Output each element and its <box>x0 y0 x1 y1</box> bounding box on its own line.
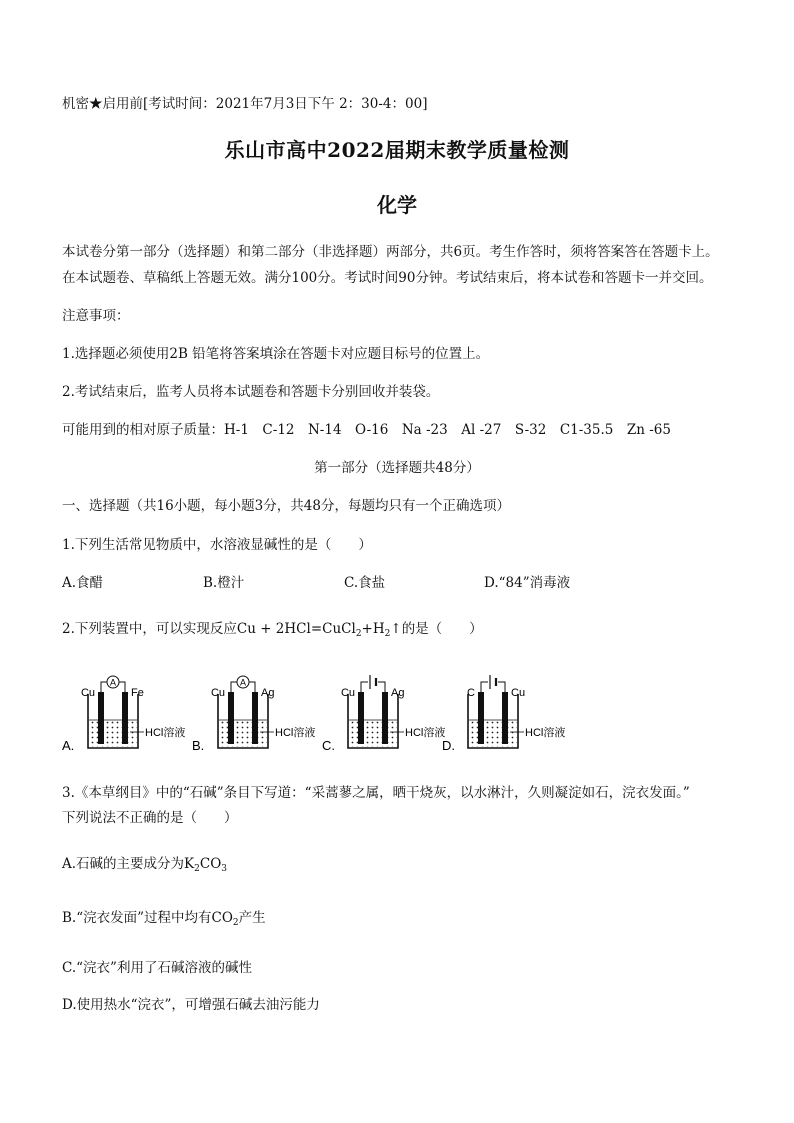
ammeter-symbol: A <box>109 677 117 688</box>
ammeter-symbol: A <box>239 677 247 688</box>
left-electrode <box>478 692 484 744</box>
left-electrode-label: Cu <box>80 687 95 699</box>
q1-option-b: B.橙汁 <box>203 575 245 591</box>
intro-line-2: 在本试题卷、草稿纸上答题无效。满分100分。考试时间90分钟。考试结束后，将本试卷和答题卡一并交回。 <box>62 270 713 286</box>
q3-a-sub-1: 2 <box>194 864 200 874</box>
hcl-solution-liquid <box>349 720 397 747</box>
hcl-solution-liquid <box>89 720 137 747</box>
note-item-2: 2.考试结束后，监考人员将本试题卷和答题卡分别回收并装袋。 <box>62 384 440 400</box>
question-1-stem: 1.下列生活常见物质中，水溶液显碱性的是（ ） <box>62 537 372 553</box>
q3-option-d: D.使用热水“浣衣”，可增强石碱去油污能力 <box>62 997 320 1013</box>
apparatus-option-letter: B. <box>192 738 205 753</box>
q2-stem-pre: 2.下列装置中，可以实现反应 <box>62 621 237 637</box>
q1-option-d: D.“84”消毒液 <box>484 575 571 591</box>
apparatus-2 <box>192 676 315 753</box>
subject-title: 化学 <box>377 193 417 217</box>
right-electrode-label: Cu <box>511 687 526 699</box>
solution-label: HCl溶液 <box>145 727 186 739</box>
apparatus-1 <box>62 676 185 753</box>
question-2-stem <box>62 617 483 639</box>
q3-a-text: A.石碱的主要成分为K <box>62 856 195 872</box>
q2-equation-part-1: Cu + 2HCl=CuCl <box>236 621 356 637</box>
left-electrode <box>358 692 364 744</box>
right-electrode <box>502 692 508 744</box>
q2-stem-post: 的是（ ） <box>401 621 483 637</box>
left-electrode <box>98 692 104 744</box>
question-3-stem-line-1: 3.《本草纲目》中的“石碱”条目下写道：“采蒿蓼之属，晒干烧灰，以水淋汁，久则凝淀如石，浣衣发面。” <box>62 785 690 801</box>
right-electrode-label: Ag <box>391 687 405 699</box>
intro-line-1: 本试卷分第一部分（选择题）和第二部分（非选择题）两部分，共6页。考生作答时，须将答案答在答题卡上。 <box>62 244 719 260</box>
apparatus-option-letter: D. <box>442 738 455 753</box>
solution-label: HCl溶液 <box>275 727 316 739</box>
q3-a-co: CO <box>199 856 222 872</box>
left-electrode-label: Cu <box>340 687 355 699</box>
section-heading: 一、选择题（共16小题，每小题3分，共48分，每题均只有一个正确选项） <box>62 498 510 514</box>
apparatus-option-letter: C. <box>322 738 335 753</box>
solution-label: HCl溶液 <box>405 727 446 739</box>
page-title: 乐山市高中2022届期末教学质量检测 <box>224 138 570 162</box>
right-electrode <box>382 692 388 744</box>
q3-option-a <box>62 852 227 874</box>
apparatus-option-letter: A. <box>62 738 75 753</box>
q1-option-a: A.食醋 <box>62 575 104 591</box>
right-electrode <box>122 692 128 744</box>
apparatus-4 <box>442 675 565 753</box>
question-3-stem-line-2: 下列说法不正确的是（ ） <box>62 810 238 826</box>
left-electrode-label: Cu <box>210 687 225 699</box>
q3-option-b <box>62 906 266 928</box>
left-electrode-label: C <box>467 687 475 699</box>
q3-b-text: B.“浣衣发面”过程中均有CO <box>62 910 233 926</box>
q2-gas-arrow: ↑ <box>390 621 402 637</box>
q1-option-c: C.食盐 <box>344 575 386 591</box>
right-electrode-label: Fe <box>131 687 144 699</box>
note-item-1: 1.选择题必须使用2B 铅笔将答案填涂在答题卡对应题目标号的位置上。 <box>62 346 490 362</box>
hcl-solution-liquid <box>469 720 517 747</box>
part1-heading: 第一部分（选择题共48分） <box>314 460 480 476</box>
q2-apparatus-figures <box>60 670 580 760</box>
q3-b-post: 产生 <box>238 910 266 926</box>
q2-equation-sub-1: 2 <box>355 629 362 639</box>
confidential-line: 机密★启用前[考试时间：2021年7月3日下午 2：30-4：00] <box>62 96 428 112</box>
q2-equation-part-2: +H <box>361 621 385 637</box>
hcl-solution-liquid <box>219 720 267 747</box>
q3-a-sub-2: 3 <box>221 864 228 874</box>
q2-equation-sub-2: 2 <box>384 629 391 639</box>
notes-heading: 注意事项： <box>62 308 130 324</box>
right-electrode-label: Ag <box>261 687 275 699</box>
left-electrode <box>228 692 234 744</box>
solution-label: HCl溶液 <box>525 727 566 739</box>
apparatus-3 <box>322 675 445 753</box>
right-electrode <box>252 692 258 744</box>
q3-option-c: C.“浣衣”利用了石碱溶液的碱性 <box>62 960 252 976</box>
q3-b-sub: 2 <box>232 918 239 928</box>
atomic-masses: 可能用到的相对原子质量：H-1 C-12 N-14 O-16 Na -23 Al -27 S-32 C1-35.5 Zn -65 <box>62 422 671 438</box>
